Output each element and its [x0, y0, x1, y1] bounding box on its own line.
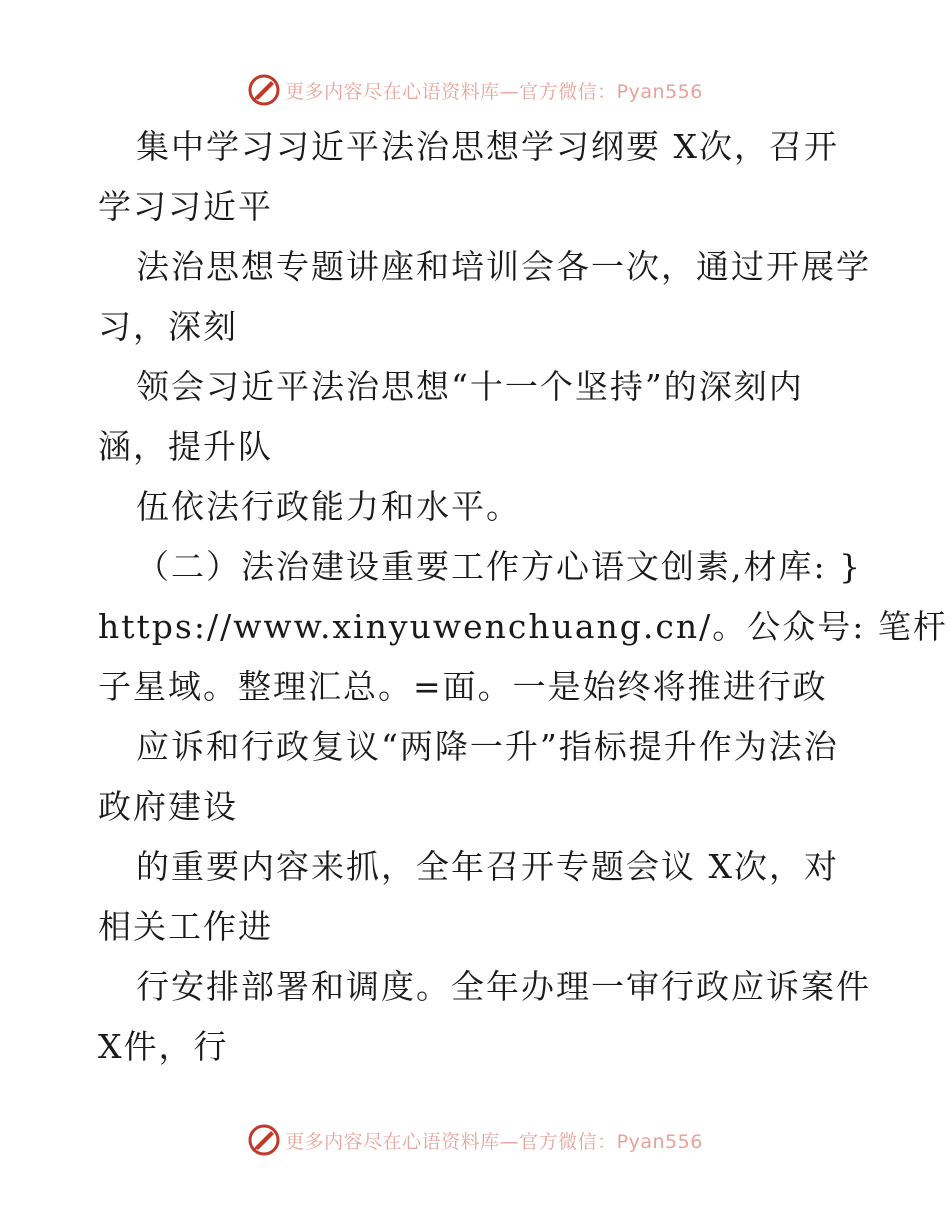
text-line: 伍依法行政能力和水平。	[136, 487, 521, 526]
watermark-text: 更多内容尽在心语资料库—官方微信：Pyan556	[285, 80, 703, 103]
text-line: 政府建设	[98, 787, 238, 826]
watermark-text: 更多内容尽在心语资料库—官方微信：Pyan556	[285, 1130, 703, 1153]
text-line: （二）法治建设重要工作方心语文创素,材库: }	[136, 547, 863, 586]
text-line: 应诉和行政复议“两降一升”指标提升作为法治	[136, 727, 839, 766]
text-line: X件，行	[98, 1027, 229, 1066]
text-line: 领会习近平法治思想“十一个坚持”的深刻内	[136, 367, 804, 406]
text-line: 相关工作进	[98, 907, 273, 946]
text-line: 习，深刻	[98, 307, 238, 346]
document-body	[98, 117, 948, 1077]
text-line: 子星域。整理汇总。=面。一是始终将推进行政	[98, 667, 828, 706]
text-line: 的重要内容来抓，全年召开专题会议 X次，对	[136, 847, 839, 886]
text-line: 涵，提升队	[98, 427, 273, 466]
header-watermark	[0, 72, 950, 108]
text-line: 学习习近平	[98, 187, 273, 226]
text-line: 法治思想专题讲座和培训会各一次，通过开展学	[136, 247, 871, 286]
footer-watermark	[0, 1122, 950, 1158]
quill-logo-icon	[247, 73, 281, 107]
text-line: https://www.xinyuwenchuang.cn/。公众号: 笔杆	[98, 607, 948, 646]
text-line: 集中学习习近平法治思想学习纲要 X次，召开	[136, 127, 839, 166]
text-line: 行安排部署和调度。全年办理一审行政应诉案件	[136, 967, 871, 1006]
quill-logo-icon	[247, 1123, 281, 1157]
